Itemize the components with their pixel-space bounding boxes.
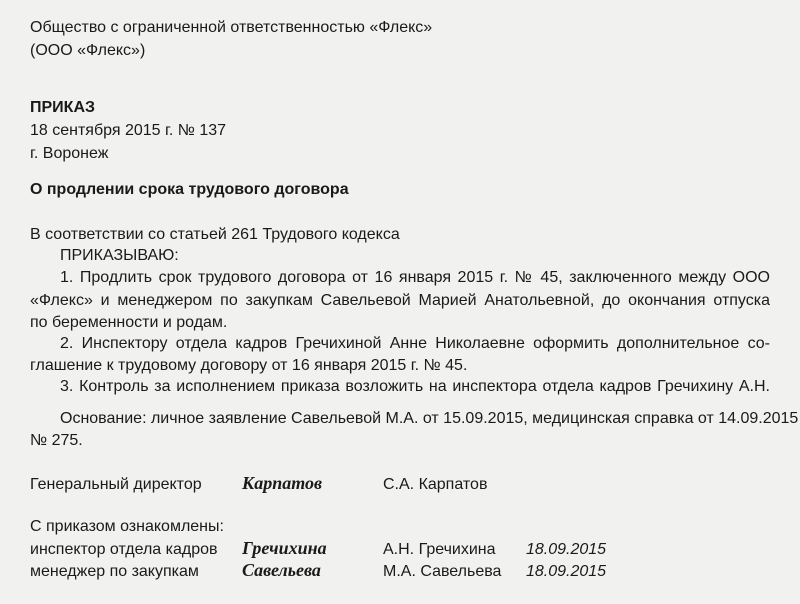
acquainted-name: А.Н. Гречихина [383,541,496,558]
item-1-line-3: по беременности и родам. [30,314,228,331]
director-signature: Карпатов [242,473,323,493]
document-title: ПРИКАЗ [30,99,96,116]
order-subject: О продлении срока трудового договора [30,181,349,198]
acquainted-position: инспектор отдела кадров [30,541,218,558]
grounds-line-1: Основание: личное заявление Савельевой М.А. от 15.09.2015, медицинская справка от 14.09.2015 [60,410,799,427]
acquainted-date: 18.09.2015 [526,563,607,580]
order-date-number: 18 сентября 2015 г. № 137 [30,122,227,139]
director-position: Генеральный директор [30,476,202,493]
order-word: ПРИКАЗЫВАЮ: [60,247,179,264]
grounds-line-2: № 275. [30,432,83,449]
acquainted-signature: Гречихина [242,538,327,558]
acquainted-signature: Савельева [242,560,321,580]
legal-basis: В соответствии со статьей 261 Трудового кодекса [30,226,400,243]
acquainted-heading: С приказом ознакомлены: [30,518,224,535]
item-2-line-2: глашение к трудовому договору от 16 января 2015 г. № 45. [30,357,468,374]
item-3: 3. Контроль за исполнением приказа возложить на инспектора отдела кадров Гречихину А.Н. [60,378,770,395]
order-city: г. Воронеж [30,145,109,162]
acquainted-position: менеджер по закупкам [30,563,199,580]
item-1-line-2: «Флекс» и менеджером по закупкам Савельевой Марией Анатольевной, до окончания отпуска [30,292,770,309]
acquainted-name: М.А. Савельева [383,563,502,580]
item-2-line-1: 2. Инспектору отдела кадров Гречихиной Анне Николаевне оформить дополнительное со- [60,335,770,352]
item-1-line-1: 1. Продлить срок трудового договора от 16 января 2015 г. № 45, заключенного между ООО [60,269,770,286]
organization-short-name: (ООО «Флекс») [30,42,146,59]
acquainted-date: 18.09.2015 [526,541,607,558]
organization-name: Общество с ограниченной ответственностью «Флекс» [30,19,433,36]
director-name: С.А. Карпатов [383,476,488,493]
